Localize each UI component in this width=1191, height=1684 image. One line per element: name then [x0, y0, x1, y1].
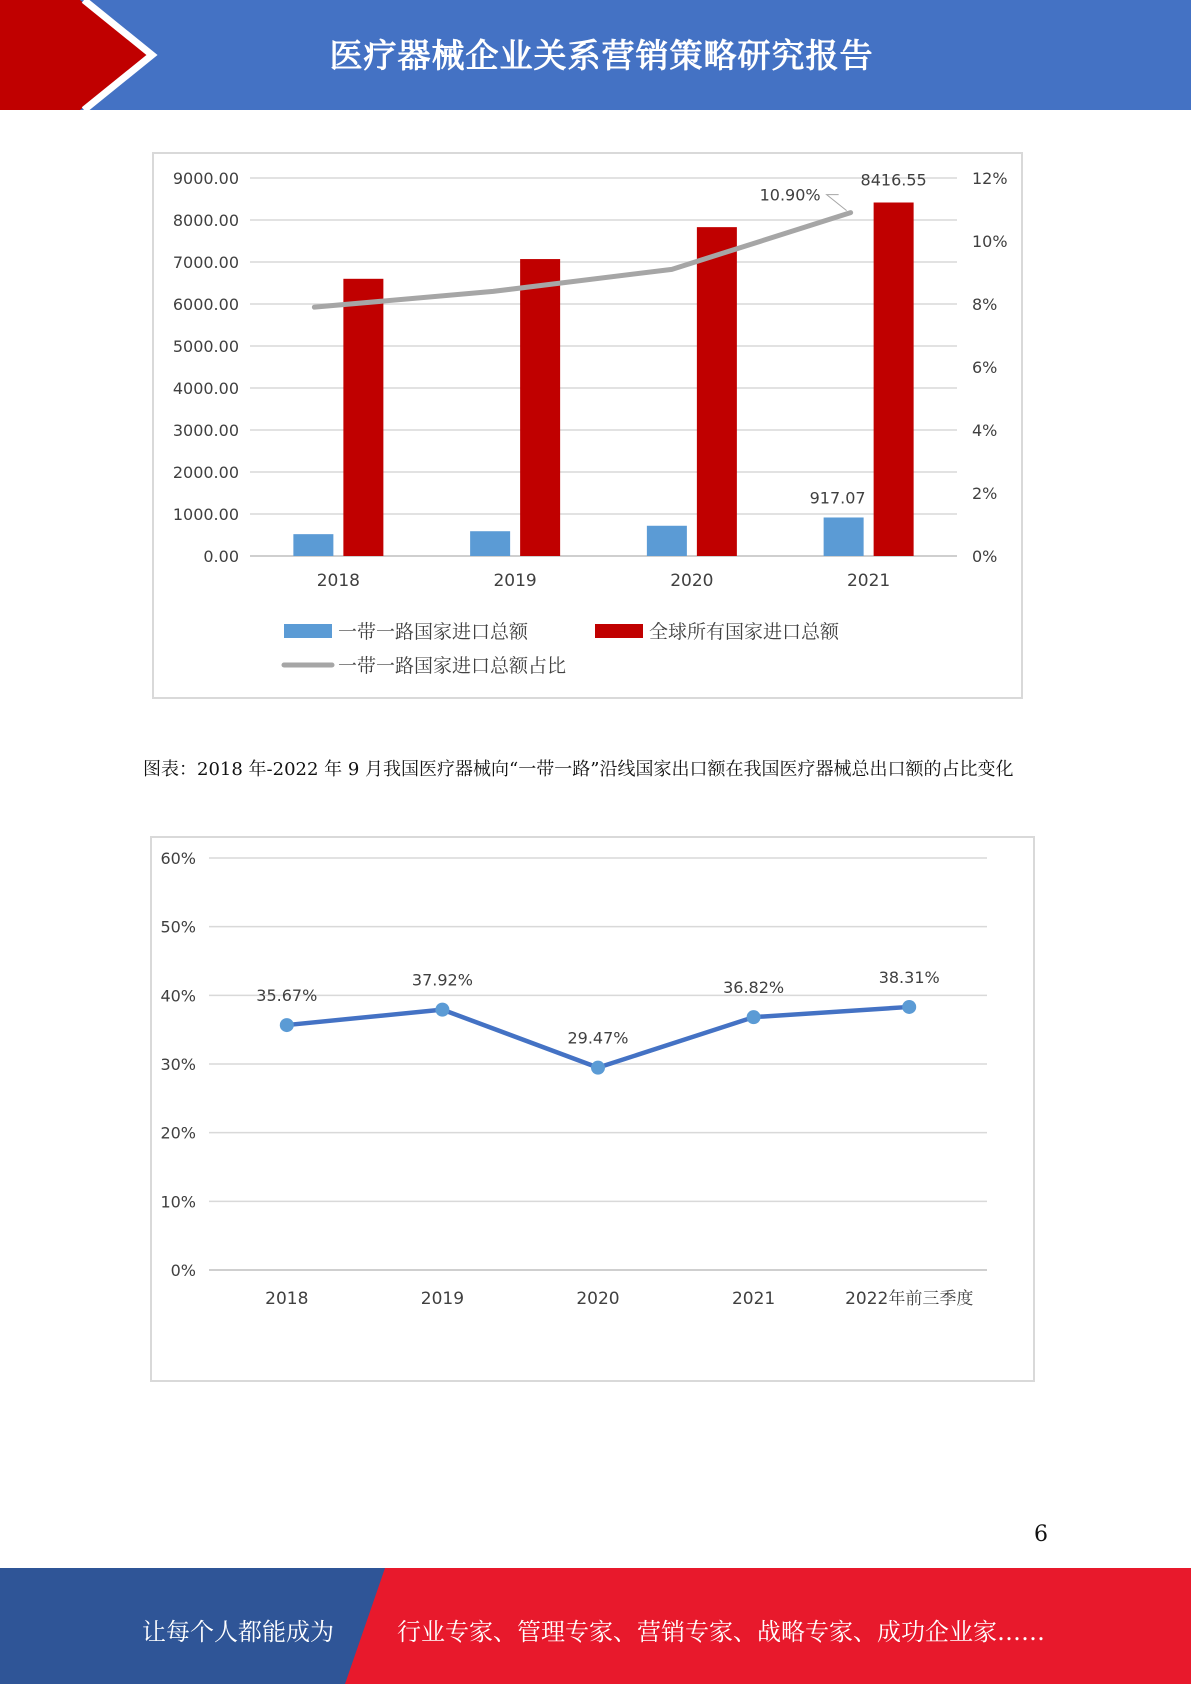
legend-label: 一带一路国家进口总额	[338, 621, 529, 643]
export-share-chart	[150, 836, 1035, 1382]
import-chart	[152, 152, 1023, 699]
data-label-line-2021: 10.90%	[759, 185, 821, 205]
y-left-tick-label: 2000.00	[172, 463, 239, 482]
y-right-tick-label: 4%	[972, 421, 998, 440]
x-tick-label: 2022年前三季度	[845, 1289, 974, 1309]
data-label-leader	[827, 195, 847, 211]
y-left-tick-label: 4000.00	[172, 379, 239, 398]
legend-label: 一带一路国家进口总额占比	[338, 655, 567, 677]
y-left-tick-label: 0.00	[203, 547, 239, 566]
y-tick-label: 0%	[170, 1261, 196, 1280]
bar-belt-road-import	[470, 531, 510, 556]
x-tick-label: 2019	[420, 1289, 465, 1309]
bar-belt-road-import	[293, 534, 333, 556]
line-belt-road-share	[314, 213, 850, 308]
report-title: 医疗器械企业关系营销策略研究报告	[329, 36, 874, 75]
x-tick-label: 2020	[670, 571, 714, 591]
y-tick-label: 50%	[160, 917, 196, 937]
data-label: 29.47%	[567, 1028, 629, 1048]
page-footer	[0, 1568, 1191, 1684]
x-tick-label: 2021	[731, 1289, 776, 1309]
bar-global-import	[343, 279, 383, 556]
legend-swatch-blue	[284, 624, 332, 638]
legend-swatch-red	[595, 624, 643, 638]
chart-caption: 图表：2018 年-2022 年 9 月我国医疗器械向“一带一路”沿线国家出口额在我国医疗器械总出口额的占比变化	[143, 759, 1014, 780]
data-point	[747, 1010, 761, 1024]
x-tick-label: 2018	[316, 571, 361, 591]
bar-global-import	[697, 227, 737, 556]
data-point	[280, 1018, 294, 1032]
y-left-tick-label: 3000.00	[172, 421, 239, 440]
import-chart-svg	[154, 154, 1021, 697]
x-tick-label: 2021	[846, 571, 891, 591]
y-right-tick-label: 2%	[972, 484, 998, 503]
data-point	[435, 1003, 449, 1017]
y-left-tick-label: 6000.00	[172, 295, 239, 314]
x-tick-label: 2018	[265, 1289, 309, 1309]
y-left-tick-label: 5000.00	[172, 337, 239, 356]
bar-global-import	[874, 203, 914, 556]
data-point	[591, 1061, 605, 1075]
legend-label: 全球所有国家进口总额	[649, 621, 840, 643]
data-label-blue-2021: 917.07	[809, 488, 866, 508]
data-label: 36.82%	[723, 978, 785, 998]
y-tick-label: 40%	[160, 986, 196, 1006]
y-tick-label: 20%	[160, 1123, 196, 1143]
export-share-chart-svg	[152, 838, 1033, 1380]
y-right-tick-label: 10%	[972, 232, 1008, 251]
data-point	[902, 1000, 916, 1014]
y-right-tick-label: 0%	[972, 547, 998, 566]
y-left-tick-label: 9000.00	[172, 169, 239, 188]
data-label: 35.67%	[256, 986, 318, 1006]
x-tick-label: 2020	[576, 1289, 620, 1309]
data-label: 38.31%	[878, 967, 940, 987]
page-number: 6	[1034, 1522, 1048, 1547]
y-right-tick-label: 8%	[972, 295, 998, 314]
bar-belt-road-import	[647, 526, 687, 556]
y-left-tick-label: 1000.00	[172, 505, 239, 524]
bar-belt-road-import	[824, 517, 864, 556]
y-right-tick-label: 12%	[972, 169, 1008, 188]
footer-slogan-left: 让每个人都能成为	[142, 1618, 334, 1646]
data-label: 37.92%	[411, 970, 473, 990]
y-left-tick-label: 8000.00	[172, 211, 239, 230]
x-tick-label: 2019	[493, 571, 537, 591]
page-header	[0, 0, 1191, 110]
data-label-red-2021: 8416.55	[860, 170, 927, 190]
y-tick-label: 60%	[160, 849, 196, 868]
bar-global-import	[520, 259, 560, 556]
footer-slogan-right: 行业专家、管理专家、营销专家、战略专家、成功企业家……	[397, 1618, 1045, 1646]
y-left-tick-label: 7000.00	[172, 253, 239, 272]
y-right-tick-label: 6%	[972, 358, 998, 377]
y-tick-label: 30%	[160, 1055, 196, 1074]
y-tick-label: 10%	[160, 1192, 196, 1212]
